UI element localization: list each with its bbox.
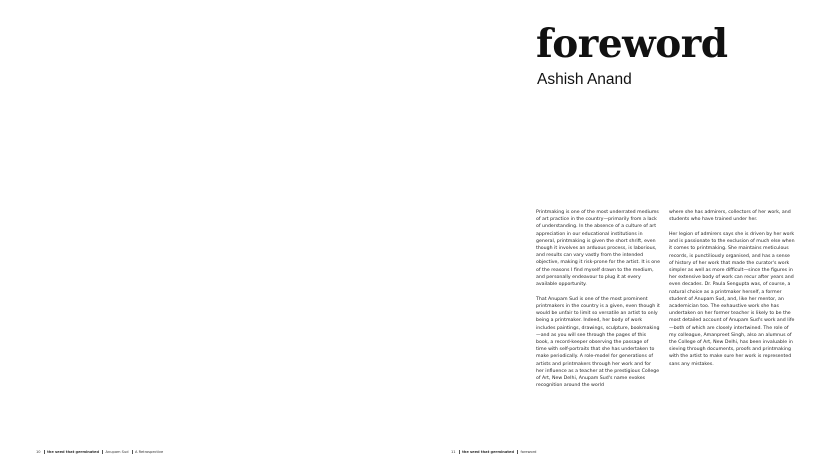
right-footer-book-title: the seed that germinated [462, 450, 515, 454]
footer-separator [102, 450, 103, 454]
right-page [408, 0, 815, 474]
left-page-footer [36, 449, 163, 455]
left-page-number: 10 [36, 450, 41, 454]
right-page-number: 11 [451, 450, 456, 454]
text-column-2 [669, 209, 795, 375]
footer-separator [517, 450, 518, 454]
right-page-footer [451, 449, 536, 455]
left-footer-section: A Retrospective [135, 450, 164, 454]
text-column-1 [536, 209, 660, 397]
footer-separator [44, 450, 45, 454]
left-footer-author: Anupam Sud [105, 450, 129, 454]
page-title: foreword [536, 21, 728, 67]
paragraph: Her legion of admirers says she is driven by her work and is passionate to the exclusion of much else when it comes to printmaking. She maintains meticulous records, is punctiliously organised, and has a sense of history of her work that made the curator's work simpler as well as more difficult—since the figures in her extensive body of work can recur after years and even decades. Dr. Paula Sengupta was, of course, a natural choice as a printmaker herself, a former student of Anupam Sud, and, like her mentor, an academician too. The exhaustive work she has undertaken on her former teacher is likely to be the most detailed account of Anupam Sud's work and life—both of which are closely intertwined. The role of my colleague, Amanpreet Singh, also an alumnus of the College of Art, New Delhi, has been invaluable in sieving through documents, proofs and printmaking with the artist to make sure her work is represented sans any mistakes. [669, 231, 795, 367]
footer-separator [132, 450, 133, 454]
left-footer-book-title: the seed that germinated [47, 450, 100, 454]
author-name: Ashish Anand [537, 71, 632, 88]
right-footer-section: foreword [520, 450, 537, 454]
left-page [0, 0, 407, 474]
paragraph: where she has admirers, collectors of her work, and students who have trained under her. [669, 210, 791, 223]
paragraph: That Anupam Sud is one of the most prominent printmakers in the country is a given, even though it would be unfair to limit so versatile an artist to only being a printmaker. Indeed, her body of work includes paintings, drawings, sculpture, bookmaking—and as you will see through the pages of this book, a record-keeper observing the passage of time with self-portraits that she has undertaken to make periodically. A role-model for generations of artists and printmakers through her work and for her influence as a teacher at the prestigious College of Art, New Delhi, Anupam Sud's name evokes recognition around the world [536, 296, 660, 389]
footer-separator [459, 450, 460, 454]
paragraph: Printmaking is one of the most underrated mediums of art practice in the country—primarily from a lack of understanding. In the absence of a culture of art appreciation in our educational institutions in general, printmaking is given the short shrift, even though it involves an arduous process, is laborious, and results can vary vastly from the intended objective, making it risk-prone for the artist. It is one of the reasons I find myself drawn to the medium, and personally endeavour to plug it at every available opportunity. [536, 210, 660, 288]
